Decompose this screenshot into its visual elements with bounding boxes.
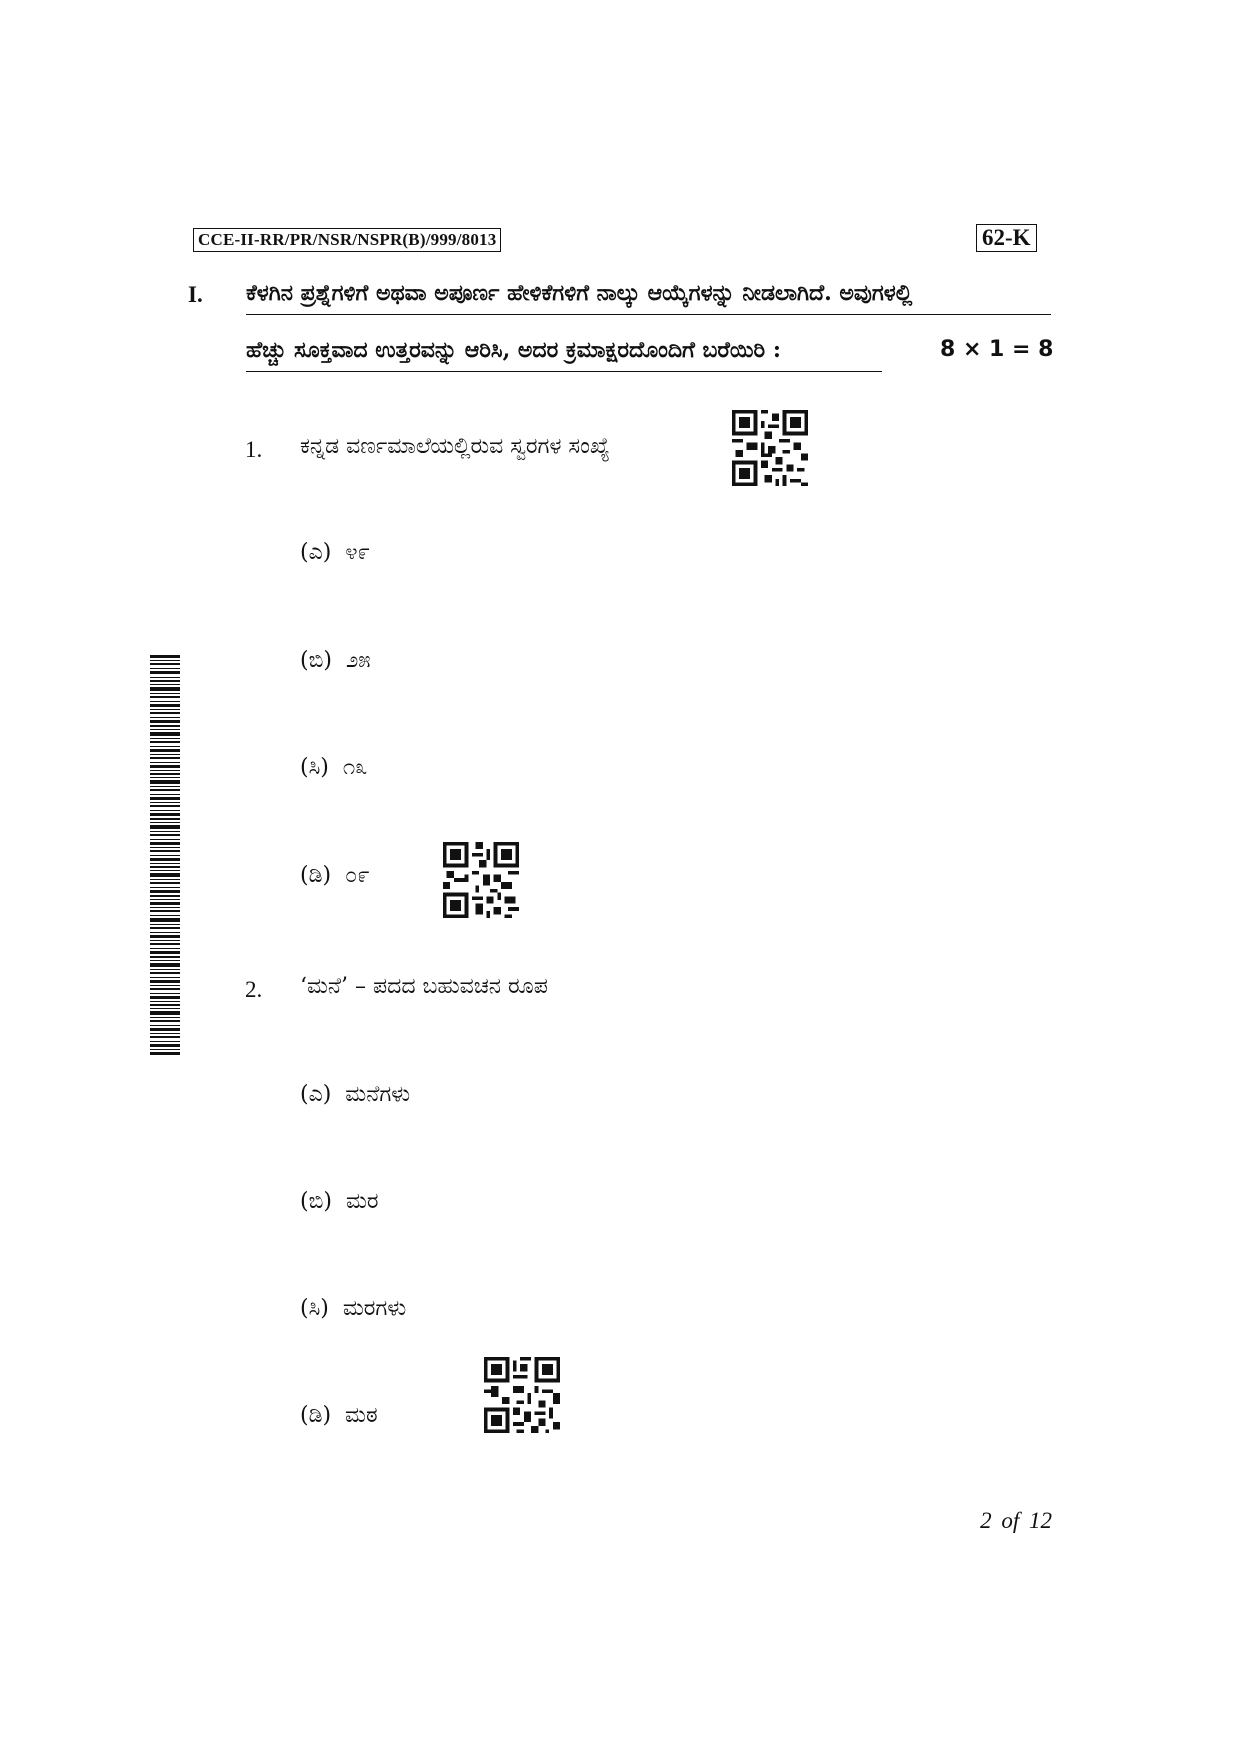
option-text: ೨೫ [345,648,371,673]
option-text: ೪೯ [345,540,370,565]
option-item [300,755,368,780]
option-label: (ಎ) [300,540,332,565]
option-label: (ಡಿ) [300,863,332,888]
option-item [300,1189,379,1214]
option-text: ೦೯ [345,863,370,888]
qr-code-icon [443,842,519,918]
option-item [300,1082,410,1107]
question-number: 1. [245,437,263,462]
question-number: 2. [245,977,263,1002]
option-label: (ಬಿ) [300,648,332,673]
barcode-icon [150,655,180,1055]
course-code: CCE-II-RR/PR/NSR/NSPR(B)/999/8013 [193,228,501,252]
qr-code-icon [732,410,808,486]
section-instruction-line2: ಹೆಚ್ಚು ಸೂಕ್ತವಾದ ಉತ್ತರವನ್ನು ಆರಿಸಿ, ಅದರ ಕ್ರಮಾಕ್ಷರದೊಂದಿಗೆ ಬರೆಯಿರಿ : [246,337,882,372]
option-text: ೧೩ [342,755,368,780]
option-item [300,540,370,565]
section-instruction-line1: ಕೆಳಗಿನ ಪ್ರಶ್ನೆಗಳಿಗೆ ಅಥವಾ ಅಪೂರ್ಣ ಹೇಳಿಕೆಗಳಿಗೆ ನಾಲ್ಕು ಆಯ್ಕೆಗಳನ್ನು ನೀಡಲಾಗಿದೆ. ಅವುಗಳಲ್ಲಿ [246,280,1051,315]
option-item [300,648,371,673]
option-item [300,1296,406,1321]
option-label: (ಸಿ) [300,755,329,780]
option-text: ಮಠ [345,1403,378,1428]
section-number: I. [188,282,203,307]
question-text: ‘ಮನೆ’ – ಪದದ ಬಹುವಚನ ರೂಪ [300,974,548,999]
question-text: ಕನ್ನಡ ವರ್ಣಮಾಲೆಯಲ್ಲಿರುವ ಸ್ವರಗಳ ಸಂಖ್ಯೆ [300,434,610,459]
option-text: ಮನೆಗಳು [345,1082,411,1107]
option-item [300,863,370,888]
paper-code: 62-K [976,224,1037,252]
option-label: (ಡಿ) [300,1403,332,1428]
option-text: ಮರಗಳು [342,1296,407,1321]
section-marks: 8 × 1 = 8 [940,337,1054,362]
option-label: (ಸಿ) [300,1296,329,1321]
option-text: ಮರ [345,1189,379,1214]
option-label: (ಎ) [300,1082,332,1107]
qr-code-icon [484,1357,560,1433]
option-item [300,1403,378,1428]
page-number: 2 of 12 [980,1508,1052,1533]
option-label: (ಬಿ) [300,1189,332,1214]
